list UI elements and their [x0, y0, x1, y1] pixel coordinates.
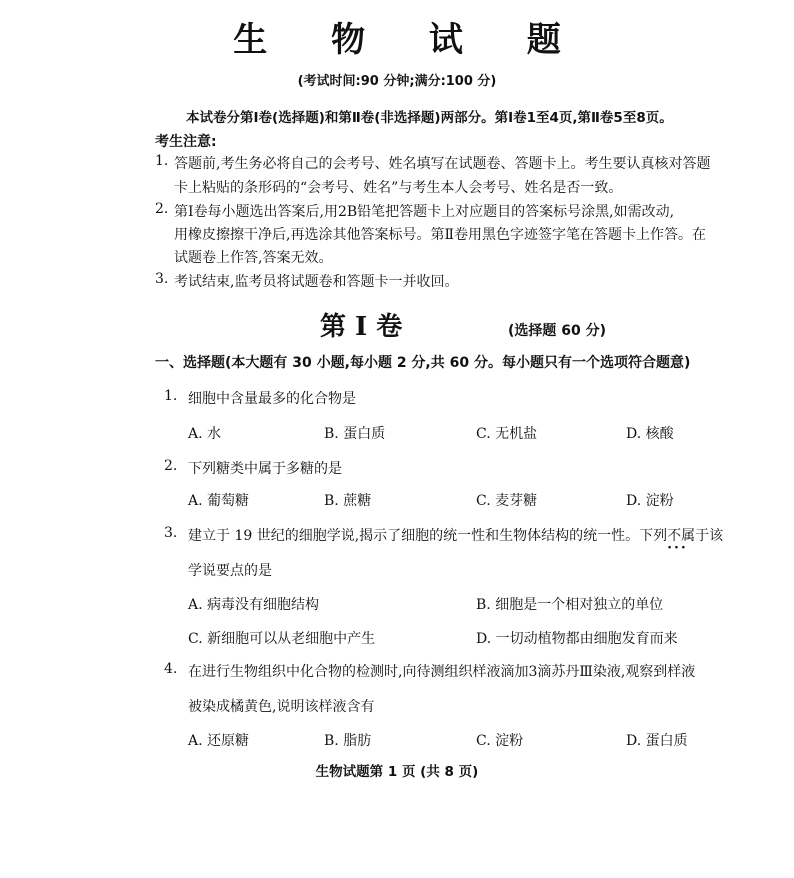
- page-title: 生 物 试 题: [233, 20, 587, 60]
- option-c: C. 无机盐: [476, 426, 538, 442]
- option-d: D. 一切动植物都由细胞发育而来: [476, 631, 678, 647]
- option-b: B. 细胞是一个相对独立的单位: [476, 597, 664, 613]
- notice-item-number: 1.: [155, 153, 169, 169]
- option-b: B. 脂肪: [324, 733, 372, 749]
- notice-item-line: 第Ⅰ卷每小题选出答案后,用2B铅笔把答题卡上对应题目的答案标号涂黑,如需改动,: [174, 204, 675, 220]
- notice-item-line: 考试结束,监考员将试题卷和答题卡一并收回。: [174, 274, 459, 290]
- notice-item-line: 答题前,考生务必将自己的会考号、姓名填写在试题卷、答题卡上。考生要认真核对答题: [174, 156, 711, 172]
- exam-info: (考试时间:90 分钟;满分:100 分): [297, 74, 497, 89]
- question-number: 4.: [164, 661, 178, 677]
- section-title: 第 Ⅰ 卷: [320, 312, 403, 342]
- page-footer: 生物试题第 1 页 (共 8 页): [315, 764, 479, 780]
- option-c: C. 淀粉: [476, 733, 524, 749]
- question-stem-line: 被染成橘黄色,说明该样液含有: [188, 699, 375, 715]
- notice-heading: 考生注意:: [155, 134, 217, 150]
- option-a: A. 病毒没有细胞结构: [188, 597, 320, 613]
- question-number: 2.: [164, 458, 178, 474]
- option-a: A. 还原糖: [188, 733, 250, 749]
- notice-item-line: 卡上粘贴的条形码的“会考号、姓名”与考生本人会考号、姓名是否一致。: [174, 180, 623, 196]
- option-a: A. 葡萄糖: [188, 493, 250, 509]
- question-number: 3.: [164, 525, 178, 541]
- option-d: D. 核酸: [626, 426, 674, 442]
- option-a: A. 水: [188, 426, 222, 442]
- notice-item-number: 3.: [155, 271, 169, 287]
- question-stem-part: 建立于 19 世纪的细胞学说,揭示了细胞的统一性和生物体结构的统一性。下列: [188, 528, 668, 544]
- notice-item-line: 用橡皮擦擦干净后,再选涂其他答案标号。第Ⅱ卷用黑色字迹签字笔在答题卡上作答。在: [174, 227, 706, 243]
- question-stem-line: 学说要点的是: [188, 563, 272, 579]
- option-b: B. 蔗糖: [324, 493, 372, 509]
- question-stem: [188, 525, 723, 545]
- question-stem: 细胞中含量最多的化合物是: [188, 391, 356, 407]
- option-c: C. 新细胞可以从老细胞中产生: [188, 631, 376, 647]
- multiple-choice-heading: 一、选择题(本大题有 30 小题,每小题 2 分,共 60 分。每小题只有一个选项符合题意): [155, 355, 691, 371]
- question-stem: 下列糖类中属于多糖的是: [188, 461, 342, 477]
- intro-text: 本试卷分第Ⅰ卷(选择题)和第Ⅱ卷(非选择题)两部分。第Ⅰ卷1至4页,第Ⅱ卷5至8页。: [186, 110, 673, 126]
- emphasized-text: 不属于 ···: [667, 528, 709, 544]
- option-c: C. 麦芽糖: [476, 493, 538, 509]
- option-d: D. 蛋白质: [626, 733, 688, 749]
- section-subtitle: (选择题 60 分): [508, 323, 607, 339]
- question-stem: 在进行生物组织中化合物的检测时,向待测组织样液滴加3滴苏丹Ⅲ染液,观察到样液: [188, 664, 696, 680]
- question-number: 1.: [164, 388, 178, 404]
- question-stem-part: 该: [709, 528, 724, 544]
- notice-item-number: 2.: [155, 201, 169, 217]
- option-b: B. 蛋白质: [324, 426, 386, 442]
- notice-item-line: 试题卷上作答,答案无效。: [174, 250, 333, 266]
- option-d: D. 淀粉: [626, 493, 674, 509]
